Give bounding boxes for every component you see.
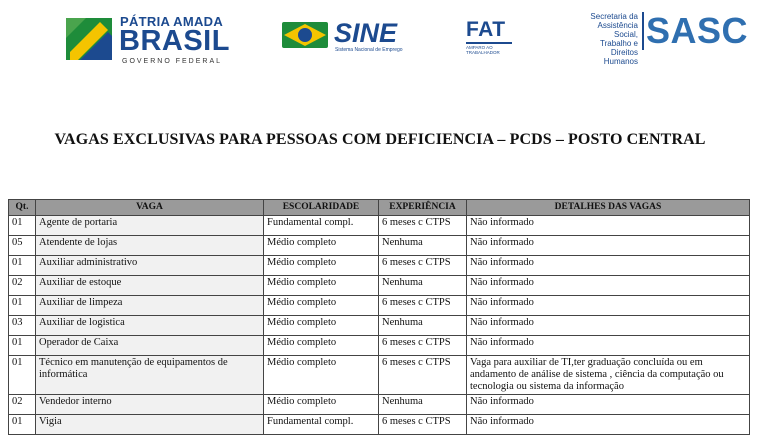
- sine-logo: [282, 18, 432, 54]
- sasc-subtitle: [576, 12, 638, 66]
- fat-divider: [466, 42, 512, 44]
- cell-vaga: Agente de portaria: [36, 216, 264, 236]
- sasc-sub3: Trabalho e: [600, 39, 638, 48]
- cell-detalhes: Não informado: [467, 336, 750, 356]
- table-row: [9, 316, 750, 336]
- sine-flag-icon: [282, 22, 328, 48]
- cell-experiencia: 6 meses c CTPS: [379, 296, 467, 316]
- fat-subtitle-line2: TRABALHADOR: [466, 50, 500, 55]
- cell-qt: 02: [9, 395, 36, 415]
- cell-escolaridade: Médio completo: [264, 395, 379, 415]
- cell-escolaridade: Médio completo: [264, 336, 379, 356]
- table-row: [9, 415, 750, 435]
- cell-experiencia: Nenhuma: [379, 236, 467, 256]
- table-row: [9, 276, 750, 296]
- sine-subtitle: Sistema Nacional de Emprego: [335, 47, 403, 53]
- cell-escolaridade: Médio completo: [264, 236, 379, 256]
- cell-escolaridade: Médio completo: [264, 296, 379, 316]
- cell-qt: 01: [9, 296, 36, 316]
- cell-vaga: Atendente de lojas: [36, 236, 264, 256]
- cell-detalhes: Não informado: [467, 256, 750, 276]
- cell-escolaridade: Fundamental compl.: [264, 216, 379, 236]
- brasil-line1: PÁTRIA AMADA: [120, 14, 224, 29]
- cell-vaga: Vigia: [36, 415, 264, 435]
- cell-qt: 05: [9, 236, 36, 256]
- sasc-sub1: Secretaria da: [590, 12, 638, 21]
- cell-escolaridade: Médio completo: [264, 276, 379, 296]
- cell-vaga: Técnico em manutenção de equipamentos de informática: [36, 356, 264, 395]
- cell-detalhes: Não informado: [467, 236, 750, 256]
- cell-experiencia: Nenhuma: [379, 276, 467, 296]
- sasc-sub4: Direitos Humanos: [603, 48, 638, 66]
- cell-escolaridade: Médio completo: [264, 316, 379, 336]
- cell-detalhes: Não informado: [467, 296, 750, 316]
- cell-experiencia: Nenhuma: [379, 316, 467, 336]
- sasc-sub2: Assistência Social,: [597, 21, 638, 39]
- fat-name: FAT: [466, 18, 506, 41]
- cell-experiencia: 6 meses c CTPS: [379, 216, 467, 236]
- header-detalhes: DETALHES DAS VAGAS: [467, 200, 750, 216]
- cell-detalhes: Não informado: [467, 316, 750, 336]
- cell-detalhes: Não informado: [467, 216, 750, 236]
- cell-qt: 01: [9, 216, 36, 236]
- cell-qt: 03: [9, 316, 36, 336]
- cell-detalhes: Não informado: [467, 395, 750, 415]
- cell-vaga: Auxiliar de estoque: [36, 276, 264, 296]
- table-row: [9, 256, 750, 276]
- sasc-divider: [642, 12, 644, 50]
- table-row: [9, 216, 750, 236]
- cell-experiencia: 6 meses c CTPS: [379, 256, 467, 276]
- cell-vaga: Vendedor interno: [36, 395, 264, 415]
- table-header-row: [9, 200, 750, 216]
- fat-subtitle-line1: AMPARO AO: [466, 45, 493, 50]
- header-qt: Qt.: [9, 200, 36, 216]
- jobs-table: [8, 199, 750, 435]
- cell-escolaridade: Médio completo: [264, 256, 379, 276]
- table-row: [9, 296, 750, 316]
- cell-detalhes: Não informado: [467, 415, 750, 435]
- sasc-logo: [576, 10, 749, 66]
- table-row: [9, 356, 750, 395]
- brasil-flag-icon: [66, 18, 112, 60]
- cell-escolaridade: Fundamental compl.: [264, 415, 379, 435]
- cell-vaga: Operador de Caixa: [36, 336, 264, 356]
- cell-qt: 01: [9, 415, 36, 435]
- cell-experiencia: 6 meses c CTPS: [379, 336, 467, 356]
- cell-qt: 01: [9, 256, 36, 276]
- cell-detalhes: Vaga para auxiliar de TI,ter graduação concluída ou em andamento de análise de sistema , ciência da computação ou tecnologia ou sistema da informação: [467, 356, 750, 395]
- brasil-logo: [66, 14, 230, 65]
- table-body: [9, 216, 750, 435]
- header-vaga: VAGA: [36, 200, 264, 216]
- page-title: VAGAS EXCLUSIVAS PARA PESSOAS COM DEFICIENCIA – PCDS – POSTO CENTRAL: [54, 131, 706, 148]
- sine-name: SINE: [334, 18, 398, 48]
- cell-vaga: Auxiliar de logistica: [36, 316, 264, 336]
- cell-vaga: Auxiliar administrativo: [36, 256, 264, 276]
- table-row: [9, 336, 750, 356]
- header-escolaridade: ESCOLARIDADE: [264, 200, 379, 216]
- brasil-line2: BRASIL: [119, 25, 230, 57]
- cell-experiencia: 6 meses c CTPS: [379, 415, 467, 435]
- fat-logo: [466, 18, 522, 55]
- sasc-name: SASC: [646, 10, 749, 51]
- table-row: [9, 236, 750, 256]
- cell-escolaridade: Médio completo: [264, 356, 379, 395]
- cell-detalhes: Não informado: [467, 276, 750, 296]
- cell-qt: 02: [9, 276, 36, 296]
- brasil-line3: GOVERNO FEDERAL: [122, 58, 223, 65]
- cell-experiencia: Nenhuma: [379, 395, 467, 415]
- cell-experiencia: 6 meses c CTPS: [379, 356, 467, 395]
- header-experiencia: EXPERIÊNCIA: [379, 200, 467, 216]
- cell-qt: 01: [9, 356, 36, 395]
- fat-subtitle: [466, 45, 500, 55]
- cell-qt: 01: [9, 336, 36, 356]
- cell-vaga: Auxiliar de limpeza: [36, 296, 264, 316]
- table-row: [9, 395, 750, 415]
